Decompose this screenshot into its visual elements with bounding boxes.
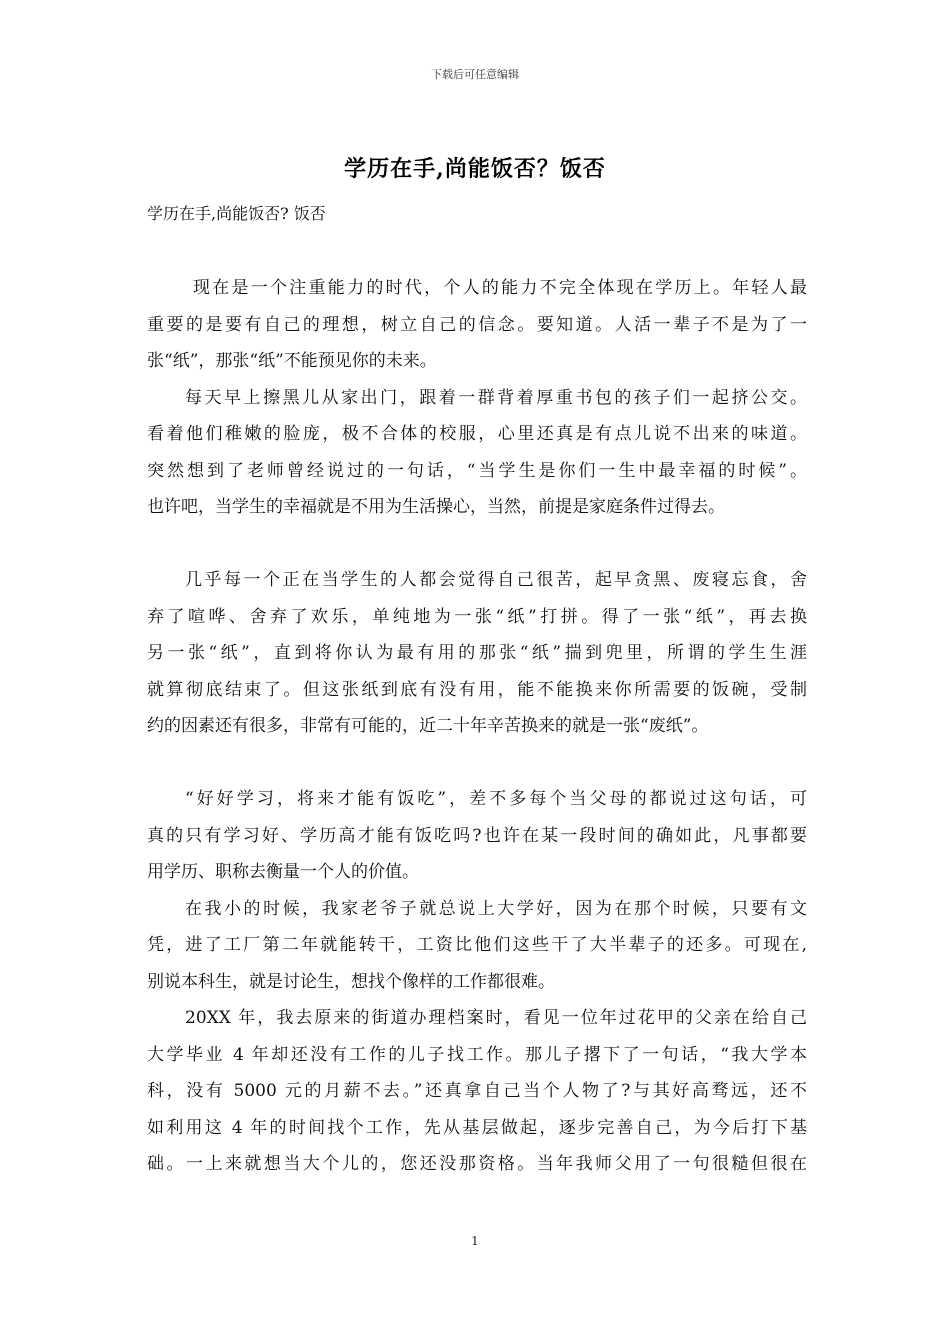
paragraph-gap [147, 526, 807, 563]
paragraph-line: 在我小的时候，我家老爷子就总说上大学好，因为在那个时候，只要有文 [185, 898, 807, 919]
paragraph-line: 真的只有学习好、学历高才能有饭吃吗?也许在某一段时间的确如此，凡事都要 [147, 825, 807, 846]
paragraph-line: 大学毕业 4 年却还没有工作的儿子找工作。那儿子撂下了一句话，“我大学本 [147, 1044, 807, 1065]
page-header: 下载后可任意编辑 [431, 68, 519, 81]
paragraph-line: 凭，进了工厂第二年就能转干，工资比他们这些干了大半辈子的还多。可现在, [147, 935, 807, 955]
paragraph-line: “好好学习，将来才能有饭吃”，差不多每个当父母的都说过这句话，可 [185, 789, 807, 809]
paragraph-line: 础。一上来就想当大个儿的，您还没那资格。当年我师父用了一句很糙但很在 [147, 1154, 807, 1174]
paragraph-line: 科，没有 5000 元的月薪不去。”还真拿自己当个人物了?与其好高骛远，还不 [147, 1081, 807, 1101]
paragraph-gap [147, 745, 807, 782]
page-number: 1 [471, 1234, 479, 1248]
paragraph-line: 就算彻底结束了。但这张纸到底有没有用，能不能换来你所需要的饭碗，受制 [147, 679, 807, 700]
document-title: 学历在手,尚能饭否？饭否 [344, 156, 606, 182]
paragraph-line: 几乎每一个正在当学生的人都会觉得自己很苦，起早贪黑、废寝忘食，舍 [185, 570, 807, 590]
paragraph-line: 约的因素还有很多，非常有可能的，近二十年辛苦换来的就是一张“废纸”。 [147, 716, 709, 736]
paragraph-line: 张“纸”，那张“纸”不能预见你的未来。 [147, 351, 437, 371]
paragraph-line: 弃了喧哗、舍弃了欢乐，单纯地为一张“纸”打拼。得了一张“纸”，再去换 [147, 606, 807, 627]
paragraph-line: 如利用这 4 年的时间找个工作，先从基层做起，逐步完善自己，为今后打下基 [147, 1117, 807, 1138]
paragraph-line: 每天早上擦黑儿从家出门，跟着一群背着厚重书包的孩子们一起挤公交。 [185, 387, 807, 408]
document-body [147, 270, 807, 1183]
paragraph-line: 别说本科生，就是讨论生，想找个像样的工作都很难。 [147, 971, 555, 992]
paragraph-line: 另一张“纸”，直到将你认为最有用的那张“纸”揣到兜里，所谓的学生生涯 [147, 643, 807, 663]
paragraph-line: 现在是一个注重能力的时代，个人的能力不完全体现在学历上。年轻人最 [193, 278, 807, 298]
paragraph-line: 突然想到了老师曾经说过的一句话，“当学生是你们一生中最幸福的时候”。 [147, 460, 807, 481]
paragraph-line: 用学历、职称去衡量一个人的价值。 [147, 862, 419, 882]
paragraph-line: 看着他们稚嫩的脸庞，极不合体的校服，心里还真是有点儿说不出来的味道。 [147, 424, 807, 444]
document-subtitle: 学历在手,尚能饭否? 饭否 [147, 204, 326, 223]
paragraph-line: 重要的是要有自己的理想，树立自己的信念。要知道。人活一辈子不是为了一 [147, 314, 807, 335]
paragraph-line: 20XX 年，我去原来的街道办理档案时，看见一位年过花甲的父亲在给自己 [185, 1008, 807, 1028]
paragraph-line: 也许吧，当学生的幸福就是不用为生活操心，当然，前提是家庭条件过得去。 [147, 497, 725, 517]
